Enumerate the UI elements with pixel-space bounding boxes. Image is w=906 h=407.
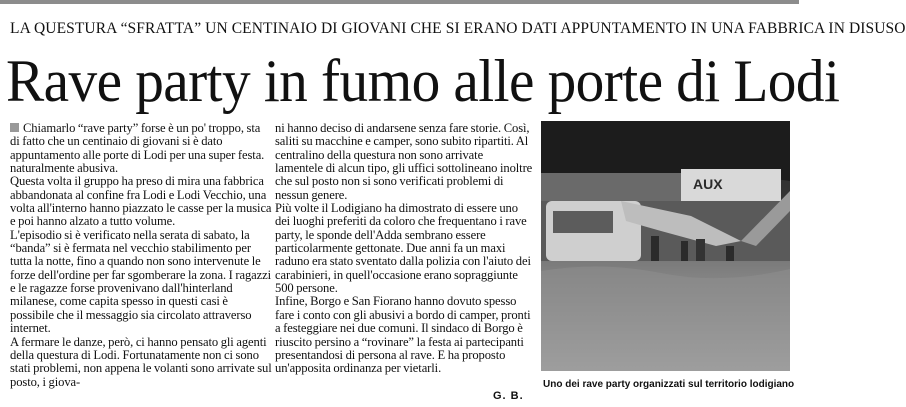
- paragraph: Più volte il Lodigiano ha dimostrato di essere uno dei luoghi preferiti da coloro che frequentano i rave party, le sponde dell'Adda sembrano essere particolarmente gettonate. Due anni fa un maxi raduno era stato sventato dalla polizia con l'aiuto dei carabinieri, in quell'occasione erano sopraggiunte 500 persone.: [275, 201, 531, 296]
- paragraph: L'episodio si è verificato nella serata di sabato, la “banda” si è fermata nel vecchio stabilimento per tutta la notte, fino a quando non sono intervenute le forze dell'ordine per far sgomberare la zona. I ragazzi e le ragazze forse provenivano dall'hinterland milanese, come capita spesso in questi casi è possibile che il messaggio sia circolato attraverso internet.: [10, 227, 272, 336]
- photo-sign-text: AUX: [693, 176, 723, 192]
- article-photo: [541, 121, 790, 371]
- top-rule: [0, 0, 799, 4]
- article-byline: G. B.: [493, 390, 524, 402]
- paragraph: Questa volta il gruppo ha preso di mira una fabbrica abbandonata al confine fra Lodi e Lodi Vecchio, una volta all'interno hanno piazzato le casse per la musica e poi hanno alzato a tutto volume.: [10, 174, 272, 229]
- rave-photo-illustration: [541, 121, 790, 371]
- paragraph: ni hanno deciso di andarsene senza fare storie. Così, saliti su macchine e camper, sono subito ripartiti. Al centralino della questura non sono arrivate lamentele di alcun tipo, gli uffici sottolineano inoltre che sul posto non si sono verificati problemi di nessun genere.: [275, 121, 533, 202]
- article-column-1: [10, 122, 272, 389]
- article-kicker: LA QUESTURA “SFRATTA” UN CENTINAIO DI GIOVANI CHE SI ERANO DATI APPUNTAMENTO IN UNA FABBRICA IN DISUSO: [10, 20, 906, 37]
- article-headline: Rave party in fumo alle porte di Lodi: [6, 48, 840, 114]
- paragraph: A fermare le danze, però, ci hanno pensato gli agenti della questura di Lodi. Fortunatamente non ci sono stati problemi, non appena le volanti sono arrivate sul posto, i giova-: [10, 334, 272, 389]
- square-bullet-icon: [10, 123, 19, 132]
- paragraph-text: Chiamarlo “rave party” forse è un po' troppo, sta di fatto che un centinaio di giovani si è dato appuntamento alle porte di Lodi per una super festa. naturalmente abusiva.: [10, 121, 265, 176]
- paragraph: Infine, Borgo e San Fiorano hanno dovuto spesso fare i conto con gli abusivi a bordo di camper, pronti a festeggiare nei due comuni. Il sindaco di Borgo è riuscito persino a “rovinare” la festa ai partecipanti presentandosi di persona al rave. E ha proposto un'apposita ordinanza per vietarli.: [275, 294, 531, 376]
- photo-caption: Uno dei rave party organizzati sul territorio lodigiano: [543, 379, 795, 390]
- paragraph: [10, 122, 272, 175]
- article-column-2: [275, 122, 533, 376]
